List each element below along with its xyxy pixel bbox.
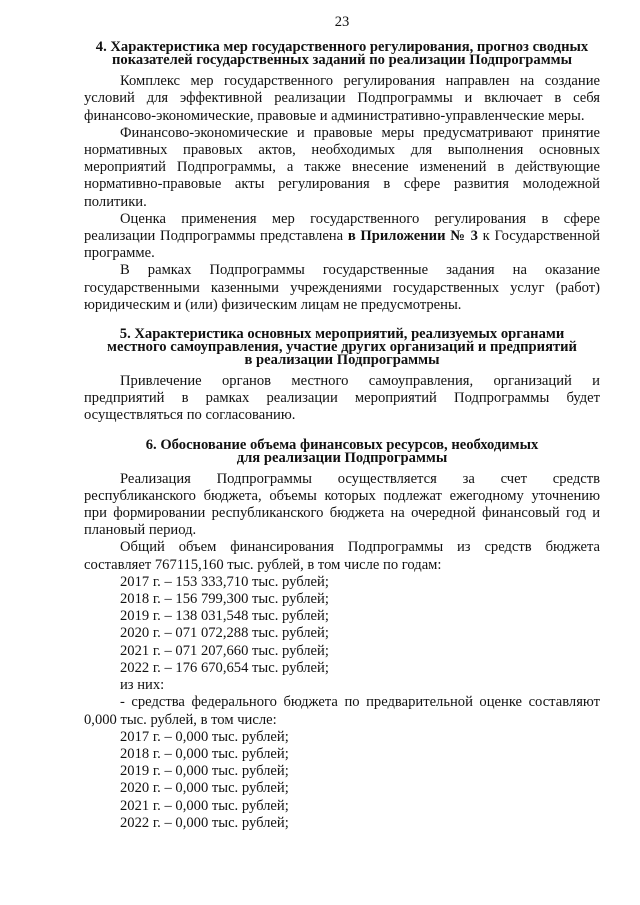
section-6-title-line: 6. Обоснование объема финансовых ресурсов, необходимых (145, 436, 539, 453)
section-5-title-line: в реализации Подпрограммы (244, 352, 440, 369)
federal-funding-by-year (84, 729, 600, 832)
funding-year-item: 2021 г. – 071 207,660 тыс. рублей; (120, 642, 329, 659)
section-4-paragraph: Комплекс мер государственного регулирования направлен на создание условий для эффективной реализации Подпрограммы и включает в себя финансово-экономические, правовые и административно-управленческие меры. (84, 73, 600, 124)
federal-year-item: 2019 г. – 0,000 тыс. рублей; (120, 763, 289, 780)
section-5-title-line: местного самоуправления, участие других организаций и предприятий (107, 339, 577, 356)
funding-year-item: 2019 г. – 138 031,548 тыс. рублей; (120, 608, 329, 625)
section-4-title (84, 41, 600, 67)
funding-year-item: 2018 г. – 156 799,300 тыс. рублей; (120, 591, 329, 608)
section-4-paragraph (84, 211, 600, 263)
funding-year-item: 2022 г. – 176 670,654 тыс. рублей; (120, 659, 329, 676)
section-6-title (84, 436, 600, 466)
section-5-paragraph: Привлечение органов местного самоуправления, организаций и предприятий в рамках реализации мероприятий Подпрограммы будет осуществляться по согласованию. (84, 373, 600, 424)
appendix-reference: в Приложении № 3 (347, 228, 478, 245)
federal-budget-paragraph: - средства федерального бюджета по предварительной оценке составляют 0,000 тыс. рублей, в том числе: (84, 694, 600, 728)
federal-year-item: 2020 г. – 0,000 тыс. рублей; (120, 780, 289, 797)
section-4-paragraph: В рамках Подпрограммы государственные задания на оказание государственными казенными учреждениями государственных услуг (работ) юридическим и (или) физическим лицам не предусмотрены. (84, 262, 600, 313)
section-5-title-line: 5. Характеристика основных мероприятий, реализуемых органами (119, 326, 565, 343)
federal-year-item: 2021 г. – 0,000 тыс. рублей; (120, 797, 289, 814)
paragraph-text: Оценка применения мер государственного регулирования в сфере реализации Подпрограммы представлена (84, 210, 600, 245)
federal-year-item: 2018 г. – 0,000 тыс. рублей; (120, 745, 289, 762)
page-number: 23 (334, 14, 350, 30)
section-6-paragraph: Реализация Подпрограммы осуществляется за счет средств республиканского бюджета, объемы которых подлежат ежегодному уточнению при формировании республиканского бюджета на очередной финансовый год и плановый период. (84, 470, 600, 539)
section-4-title-line: показателей государственных заданий по реализации Подпрограммы (112, 52, 572, 69)
document-page (84, 14, 600, 832)
section-6-title-line: для реализации Подпрограммы (236, 449, 448, 466)
section-5-title (84, 328, 600, 367)
of-them-label: из них: (120, 677, 165, 694)
total-funding-by-year (84, 574, 600, 677)
federal-year-item: 2017 г. – 0,000 тыс. рублей; (120, 728, 289, 745)
federal-year-item: 2022 г. – 0,000 тыс. рублей; (120, 814, 289, 831)
funding-year-item: 2020 г. – 071 072,288 тыс. рублей; (120, 625, 329, 642)
section-4-title-line: 4. Характеристика мер государственного регулирования, прогноз сводных (95, 39, 589, 56)
section-6-paragraph: Общий объем финансирования Подпрограммы из средств бюджета составляет 767115,160 тыс. рублей, в том числе по годам: (84, 539, 600, 573)
funding-year-item: 2017 г. – 153 333,710 тыс. рублей; (120, 573, 329, 590)
section-4-paragraph: Финансово-экономические и правовые меры предусматривают принятие нормативных правовых актов, необходимых для выполнения основных мероприятий Подпрограммы, а также внесение изменений в действующие нормативно-правовые акты регулирования в сфере развития молодежной политики. (84, 124, 600, 210)
paragraph-text: к Государственной программе. (84, 228, 600, 262)
